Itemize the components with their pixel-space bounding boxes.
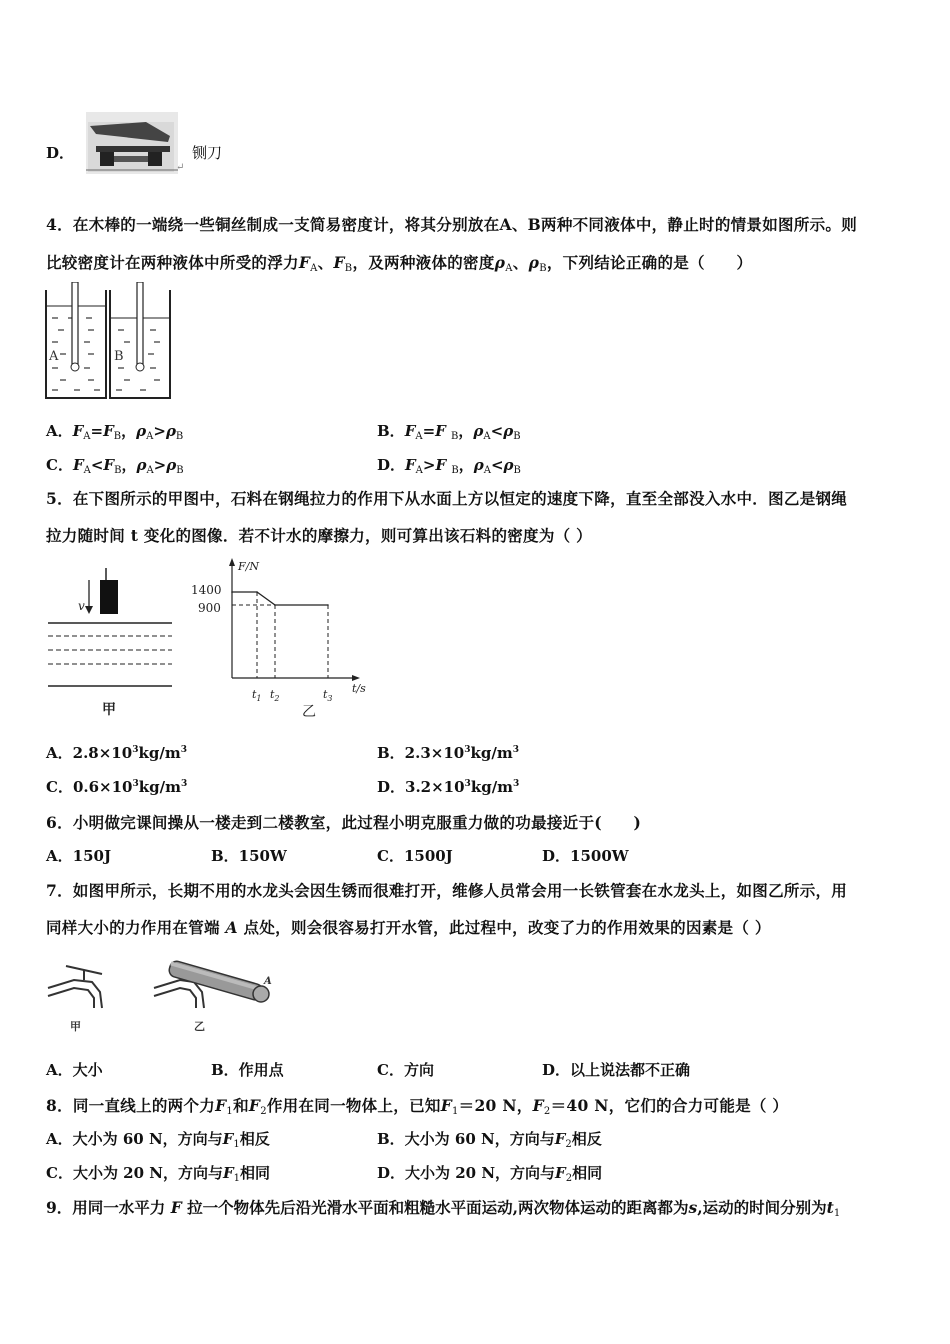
q7-option-b[interactable]: B．作用点 <box>211 1061 284 1079</box>
chart-xtick-t3: $t_3$ <box>323 688 333 703</box>
beaker-b-label: B <box>114 349 124 364</box>
q6-option-d[interactable]: D．1500W <box>542 847 629 865</box>
q9-stem: 9．用同一水平力 F 拉一个物体先后沿光滑水平面和粗糙水平面运动,两次物体运动的距离都为s,运动的时间分别为$t_1$ <box>46 1198 841 1219</box>
chart-title: 乙 <box>302 704 316 720</box>
q7-option-a[interactable]: A．大小 <box>46 1061 103 1079</box>
faucet-yi-label: 乙 <box>194 1020 205 1033</box>
chart-ylabel: F/N <box>238 560 259 573</box>
q5-option-c[interactable]: C．$0.6\times 10^3kg/m^3$ <box>46 778 188 796</box>
q7-option-c[interactable]: C．方向 <box>377 1061 434 1079</box>
faucet-jia-label: 甲 <box>70 1020 81 1033</box>
q8-option-b[interactable]: B．大小为 60 N，方向与$F_2$相反 <box>377 1130 602 1150</box>
q4-stem-line1: 4．在木棒的一端绕一些铜丝制成一支简易密度计，将其分别放在A、B两种不同液体中，静止时的情景如图所示。则 <box>46 215 858 234</box>
chart-xlabel: t/s <box>352 682 366 695</box>
q7-stem-line2: 同样大小的力作用在管端 A 点处，则会很容易打开水管，此过程中，改变了力的作用效果的因素是（ ） <box>46 918 771 937</box>
q5-option-b[interactable]: B．$2.3\times 10^3kg/m^3$ <box>377 744 519 762</box>
fig-jia <box>44 568 176 720</box>
return-mark: ↵ <box>176 162 185 173</box>
chart-point-3 <box>327 604 329 606</box>
hydrometer-figure <box>44 282 174 402</box>
q8-option-d[interactable]: D．大小为 20 N，方向与$F_2$相同 <box>377 1164 603 1184</box>
chart-xtick-t1: $t_1$ <box>252 688 262 703</box>
q8-option-c[interactable]: C．大小为 20 N，方向与$F_1$相同 <box>46 1164 271 1184</box>
fig-yi-chart <box>186 556 376 722</box>
q5-option-d[interactable]: D．$3.2\times 10^3kg/m^3$ <box>377 778 520 796</box>
q6-option-c[interactable]: C．1500J <box>377 847 453 865</box>
q4-option-b[interactable]: B．$F_A=F$ $_B$，$\rho_A<\rho_B$ <box>377 422 521 442</box>
guillotine-figure <box>86 112 178 174</box>
q8-option-a[interactable]: A．大小为 60 N，方向与$F_1$相反 <box>46 1130 270 1150</box>
fig-jia-label: 甲 <box>102 702 116 718</box>
q4-option-a[interactable]: A．$F_A=F_B$，$\rho_A>\rho_B$ <box>46 422 184 442</box>
q6-option-a[interactable]: A．150J <box>46 847 112 865</box>
q4-option-c[interactable]: C．$F_A<F_B$，$\rho_A>\rho_B$ <box>46 456 184 476</box>
chart-xtick-t2: $t_2$ <box>270 688 280 703</box>
q5-stem-line1: 5．在下图所示的甲图中，石料在钢绳拉力的作用下从水面上方以恒定的速度下降，直至全部没入水中．图乙是钢绳 <box>46 489 848 508</box>
q3-option-d-label[interactable]: D． <box>46 144 75 162</box>
q7-stem-line1: 7．如图甲所示，长期不用的水龙头会因生锈而很难打开，维修人员常会用一长铁管套在水龙头上，如图乙所示，用 <box>46 881 848 900</box>
q6-stem: 6．小明做完课间操从一楼走到二楼教室，此过程小明克服重力做的功最接近于( ) <box>46 813 642 832</box>
q6-option-b[interactable]: B．150W <box>211 847 287 865</box>
q4-option-d[interactable]: D．$F_A>F$ $_B$，$\rho_A<\rho_B$ <box>377 456 521 476</box>
chart-ytick-900: 900 <box>198 601 221 615</box>
q4-stem-line2: 比较密度计在两种液体中所受的浮力$F_A$、$F_B$，及两种液体的密度$\rho_A$、$\rho_B$，下列结论正确的是（ ） <box>46 253 753 274</box>
q5-stem-line2: 拉力随时间 t 变化的图像．若不计水的摩擦力，则可算出该石料的密度为（ ） <box>46 526 592 545</box>
chart-y-arrow <box>229 558 235 566</box>
q8-stem: 8．同一直线上的两个力$F_1$和$F_2$作用在同一物体上，已知$F_1=20$ N，$F_2=40$ N，它们的合力可能是（ ） <box>46 1096 789 1117</box>
beaker-a-label: A <box>49 349 59 364</box>
chart-series-line <box>232 592 328 605</box>
chart-point-2 <box>274 604 276 606</box>
chart-point-1 <box>256 591 258 593</box>
chart-ytick-1400: 1400 <box>191 583 222 597</box>
q5-option-a[interactable]: A．$2.8\times 10^3kg/m^3$ <box>46 744 187 762</box>
faucet-figure <box>44 958 284 1038</box>
chart-x-arrow <box>352 675 360 681</box>
q3-option-d-caption: 铡刀 <box>192 144 223 162</box>
velocity-label: v <box>78 599 85 613</box>
point-a-label: A <box>264 976 272 987</box>
chart-point-0 <box>231 591 233 593</box>
q7-option-d[interactable]: D．以上说法都不正确 <box>542 1061 691 1079</box>
